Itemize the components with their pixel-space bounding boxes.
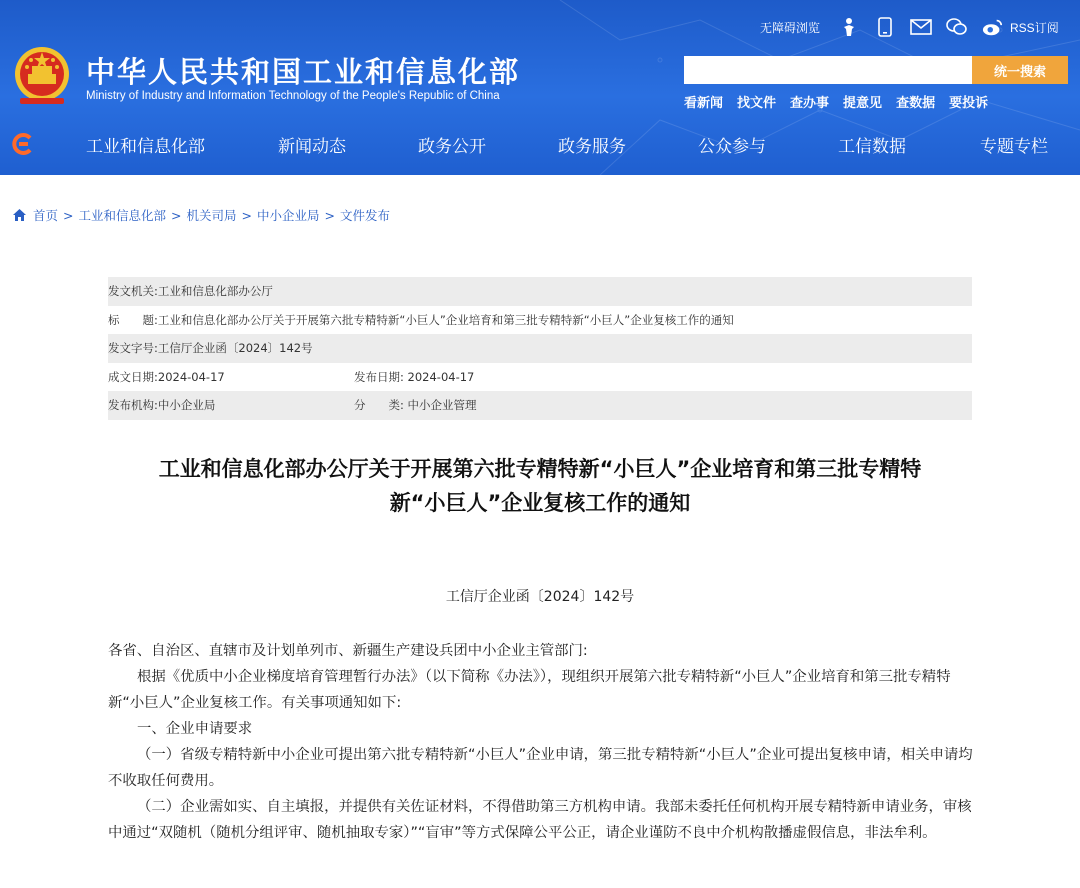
breadcrumb-documents[interactable]: 文件发布 xyxy=(340,208,391,223)
quicklink-data[interactable]: 查数据 xyxy=(896,96,936,111)
nav-item-topics[interactable]: 专题专栏 xyxy=(980,137,1048,157)
weibo-icon[interactable] xyxy=(982,16,1004,38)
meta-value-docno: 工信厅企业函〔2024〕142号 xyxy=(157,341,313,356)
mail-icon[interactable] xyxy=(910,16,932,38)
home-icon xyxy=(12,208,27,222)
meta-row-dates xyxy=(108,363,972,392)
breadcrumb-ministry[interactable]: 工业和信息化部 xyxy=(78,208,167,223)
search-button[interactable]: 统一搜索 xyxy=(972,56,1068,84)
meta-label: 成文日期: xyxy=(108,369,158,384)
article-title-line: 新“小巨人”企业复核工作的通知 xyxy=(389,491,691,515)
article-title-line: 工业和信息化部办公厅关于开展第六批专精特新“小巨人”企业培育和第三批专精特 xyxy=(158,457,922,481)
meta-value-agency: 中小企业局 xyxy=(157,398,216,413)
meta-value-issuer: 工业和信息化部办公厅 xyxy=(157,284,273,299)
meta-row-title xyxy=(108,306,972,335)
nav-item-ministry[interactable]: 工业和信息化部 xyxy=(86,137,205,157)
accessibility-link[interactable]: 无障碍浏览 xyxy=(760,20,821,35)
main-nav xyxy=(0,118,1080,170)
elder-mode-icon[interactable] xyxy=(838,16,860,38)
meta-cell-category xyxy=(354,397,477,413)
meta-label: 发文机关: xyxy=(108,284,158,299)
nav-item-services[interactable]: 政务服务 xyxy=(558,137,626,157)
quicklinks xyxy=(684,92,1002,111)
article-paragraph: 根据《优质中小企业梯度培育管理暂行办法》（以下简称《办法》），现组织开展第六批专精特新“小巨人”企业培育和第三批专精特新“小巨人”企业复核工作。有关事项通知如下: xyxy=(108,669,951,711)
article-doc-number: 工信厅企业函〔2024〕142号 xyxy=(445,589,635,605)
meta-label: 发布机构: xyxy=(108,398,158,413)
breadcrumb-separator: > xyxy=(324,207,335,223)
nav-item-news[interactable]: 新闻动态 xyxy=(278,137,346,157)
article-section-heading: 一、企业申请要求 xyxy=(137,721,253,737)
nav-item-gov-affairs[interactable]: 政务公开 xyxy=(418,137,486,157)
site-header xyxy=(0,0,1080,175)
quicklink-feedback[interactable]: 提意见 xyxy=(843,96,883,111)
quicklink-news[interactable]: 看新闻 xyxy=(684,96,724,111)
miit-logo-icon[interactable] xyxy=(10,132,34,156)
rss-link[interactable]: RSS订阅 xyxy=(1010,20,1059,35)
meta-cell-published xyxy=(354,369,474,385)
nav-item-participation[interactable]: 公众参与 xyxy=(698,137,766,157)
meta-label: 标 题: xyxy=(108,312,158,327)
article-title xyxy=(108,452,972,520)
meta-value-category: 中小企业管理 xyxy=(407,398,477,413)
meta-value-published: 2024-04-17 xyxy=(407,369,475,384)
breadcrumb xyxy=(12,206,390,224)
national-emblem-icon xyxy=(12,44,72,108)
nav-item-data[interactable]: 工信数据 xyxy=(838,137,906,157)
meta-label: 发布日期: xyxy=(354,369,404,384)
search-input[interactable] xyxy=(684,56,972,84)
breadcrumb-departments[interactable]: 机关司局 xyxy=(186,208,237,223)
article-body xyxy=(108,638,976,846)
breadcrumb-sme-bureau[interactable]: 中小企业局 xyxy=(257,208,320,223)
meta-row-agency xyxy=(108,391,972,420)
meta-value-title: 工业和信息化部办公厅关于开展第六批专精特新“小巨人”企业培育和第三批专精特新“小巨人”企业复核工作的通知 xyxy=(157,312,734,327)
breadcrumb-separator: > xyxy=(171,207,182,223)
article-paragraph: （二）企业需如实、自主填报，并提供有关佐证材料，不得借助第三方机构申请。我部未委托任何机构开展专精特新申请业务，审核中通过“双随机（随机分组评审、随机抽取专家）”“盲审”等方式保障公平公正，请企业谨防不良中介机构散播虚假信息，非法牟利。 xyxy=(108,799,972,841)
quicklink-services[interactable]: 查办事 xyxy=(790,96,830,111)
quicklink-complaint[interactable]: 要投诉 xyxy=(949,96,989,111)
meta-label: 分 类: xyxy=(354,398,404,413)
breadcrumb-separator: > xyxy=(241,207,252,223)
meta-value-written: 2024-04-17 xyxy=(157,369,225,384)
utility-bar xyxy=(760,14,1059,40)
meta-row-issuer xyxy=(108,277,972,306)
mobile-icon[interactable] xyxy=(874,16,896,38)
breadcrumb-home[interactable]: 首页 xyxy=(33,208,59,223)
meta-label: 发文字号: xyxy=(108,341,158,356)
site-subtitle: Ministry of Industry and Information Technology of the People's Republic of China xyxy=(86,90,500,102)
wechat-icon[interactable] xyxy=(946,16,968,38)
site-title[interactable]: 中华人民共和国工业和信息化部 xyxy=(86,55,521,89)
article-paragraph: 各省、自治区、直辖市及计划单列市、新疆生产建设兵团中小企业主管部门: xyxy=(108,643,588,659)
article-paragraph: （一）省级专精特新中小企业可提出第六批专精特新“小巨人”企业申请，第三批专精特新“小巨人”企业可提出复核申请，相关申请均不收取任何费用。 xyxy=(108,747,973,789)
quicklink-files[interactable]: 找文件 xyxy=(737,96,777,111)
breadcrumb-separator: > xyxy=(63,207,74,223)
document-meta-table xyxy=(108,277,972,420)
meta-row-docno xyxy=(108,334,972,363)
